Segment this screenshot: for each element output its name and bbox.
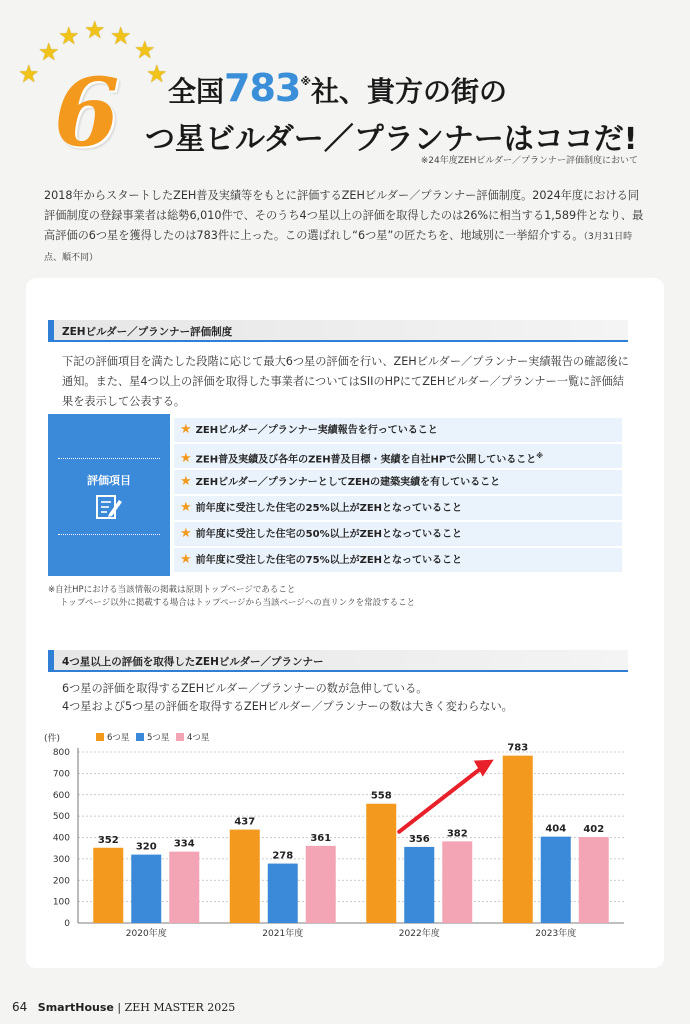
bar (230, 830, 260, 923)
criteria-label-box (48, 414, 170, 576)
document-pen-icon (95, 494, 123, 524)
page-title-line1 (168, 66, 508, 110)
red-arrow-shaft (399, 765, 486, 832)
criteria-footnote (48, 584, 415, 610)
star-icon: ★ (58, 22, 80, 50)
y-axis-unit-label: (件) (44, 734, 61, 744)
title-number: 783 (224, 66, 301, 110)
intro-paragraph (44, 186, 644, 268)
legend-label: 5つ星 (147, 733, 170, 743)
bar (169, 852, 199, 923)
star-icon: ★ (180, 474, 192, 489)
bar-value-label: 320 (135, 841, 157, 853)
bar (366, 804, 396, 923)
section2-body-line2: 4つ星および5つ星の評価を取得するZEHビルダー／プランナーの数は大きく変わらない。 (62, 700, 513, 713)
bar (541, 837, 571, 923)
dotted-divider (58, 534, 160, 535)
footer-separator: | (117, 1001, 122, 1014)
footer-publication: ZEH MASTER 2025 (124, 1001, 236, 1014)
bar (503, 756, 533, 923)
title-rest: 社、貴方の街の (311, 75, 508, 108)
y-tick-label: 500 (52, 812, 70, 823)
y-tick-label: 0 (64, 919, 70, 929)
title-note-mark: ※ (300, 75, 312, 88)
star-icon: ★ (180, 451, 192, 467)
page-number: 64 (12, 1000, 28, 1014)
star-icon: ★ (134, 36, 156, 64)
x-tick-label: 2021年度 (262, 929, 304, 939)
y-tick-label: 400 (52, 833, 70, 844)
criteria-item (174, 522, 622, 546)
legend-label: 6つ星 (107, 733, 130, 743)
page-title-line2: つ星ビルダー／プランナーはココだ! (145, 122, 638, 157)
section2-body (62, 680, 622, 716)
y-tick-label: 100 (52, 897, 70, 908)
bar-value-label: 382 (446, 828, 468, 840)
criteria-item (174, 470, 622, 494)
criteria-footnote-line2: トップページ以外に掲載する場合はトップページから当該ページへの直リンクを常設すること (60, 598, 416, 608)
x-tick-label: 2022年度 (398, 929, 440, 939)
section-heading-text: ZEHビルダー／プランナー評価制度 (62, 326, 233, 338)
intro-small-note: （3月31日時点、順不同） (44, 232, 633, 263)
star-icon: ★ (146, 60, 168, 88)
bar-value-label: 404 (545, 823, 567, 835)
section-heading-text: 4つ星以上の評価を取得したZEHビルダー／プランナー (62, 656, 324, 668)
y-tick-label: 800 (52, 748, 70, 758)
legend-label: 4つ星 (187, 733, 210, 743)
criteria-item (174, 548, 622, 572)
criteria-note-mark: ※ (536, 452, 544, 460)
y-tick-label: 200 (52, 876, 70, 887)
criteria-item-text: ZEHビルダー／プランナー実績報告を行っていること (195, 425, 438, 436)
criteria-item-text: 前年度に受注した住宅の25%以上がZEHとなっていること (195, 503, 463, 514)
star-icon: ★ (84, 16, 106, 44)
criteria-table (48, 414, 622, 576)
star-icon: ★ (38, 38, 60, 66)
bar-value-label: 361 (310, 832, 332, 844)
star-rating-bar-chart (30, 728, 640, 946)
legend-swatch (176, 733, 184, 741)
star-icon: ★ (180, 552, 192, 567)
bar-value-label: 402 (583, 824, 605, 836)
bar-value-label: 783 (507, 742, 529, 754)
criteria-item-text: ZEH普及実績及び各年のZEH普及目標・実績を自社HPで公開していること (195, 454, 537, 466)
section-heading-evaluation-system (48, 320, 628, 342)
y-tick-label: 700 (52, 769, 70, 780)
criteria-item (174, 418, 622, 442)
bar-value-label: 352 (97, 834, 119, 846)
bar (306, 846, 336, 923)
title-prefix: 全国 (168, 75, 225, 108)
x-tick-label: 2023年度 (535, 929, 577, 939)
title-footnote: ※24年度ZEHビルダー／プランナー評価制度において (420, 156, 638, 166)
x-tick-label: 2020年度 (125, 929, 167, 939)
bar (442, 841, 472, 923)
bar-value-label: 278 (272, 850, 294, 862)
criteria-item-text: ZEHビルダー／プランナーとしてZEHの建築実績を有していること (195, 477, 501, 488)
y-tick-label: 600 (52, 790, 70, 801)
page-footer (12, 1000, 235, 1014)
star-icon: ★ (110, 22, 132, 50)
bar-value-label: 356 (408, 833, 430, 845)
bar (131, 855, 161, 923)
section1-body: 下記の評価項目を満たした段階に応じて最大6つ星の評価を行い、ZEHビルダー／プランナー実績報告の確認後に通知。また、星4つ以上の評価を取得した事業者についてはSIIのHPにてZEHビルダー／プランナー一覧に評価結果を表示して公表する。 (62, 355, 629, 408)
star-icon: ★ (18, 60, 40, 88)
bar-value-label: 558 (370, 790, 392, 802)
section-heading-4star-builders (48, 650, 628, 672)
big-digit-six: 6 (54, 58, 120, 168)
section2-body-line1: 6つ星の評価を取得するZEHビルダー／プランナーの数が急伸している。 (62, 682, 428, 695)
y-tick-label: 300 (52, 854, 70, 865)
criteria-item (174, 496, 622, 520)
criteria-item-text: 前年度に受注した住宅の50%以上がZEHとなっていること (195, 529, 463, 540)
footer-brand: SmartHouse (37, 1001, 114, 1014)
bar (579, 837, 609, 923)
star-icon: ★ (180, 526, 192, 541)
criteria-footnote-line1: ※自社HPにおける当該情報の掲載は原則トップページであること (48, 585, 296, 595)
dotted-divider (58, 458, 160, 459)
intro-text: 2018年からスタートしたZEH普及実績等をもとに評価するZEHビルダー／プランナー評価制度。2024年度における同評価制度の登録事業者は総勢6,010件で、そのうち4つ星以上の評価を取得したのは26%に相当する1,589件となり、最高評価の6つ星を獲得したのは783件に上った。この選ばれし“6つ星”の匠たちを、地域別に一挙紹介する。 (44, 189, 644, 242)
criteria-item-text: 前年度に受注した住宅の75%以上がZEHとなっていること (195, 555, 463, 566)
star-icon: ★ (180, 422, 192, 437)
bar (268, 864, 298, 923)
legend-swatch (136, 733, 144, 741)
criteria-item (174, 444, 622, 468)
star-icon: ★ (180, 500, 192, 515)
bar (93, 848, 123, 923)
criteria-label: 評価項目 (87, 474, 131, 487)
bar-value-label: 437 (234, 816, 256, 828)
legend-swatch (96, 733, 104, 741)
bar-value-label: 334 (173, 838, 195, 850)
bar (404, 847, 434, 923)
